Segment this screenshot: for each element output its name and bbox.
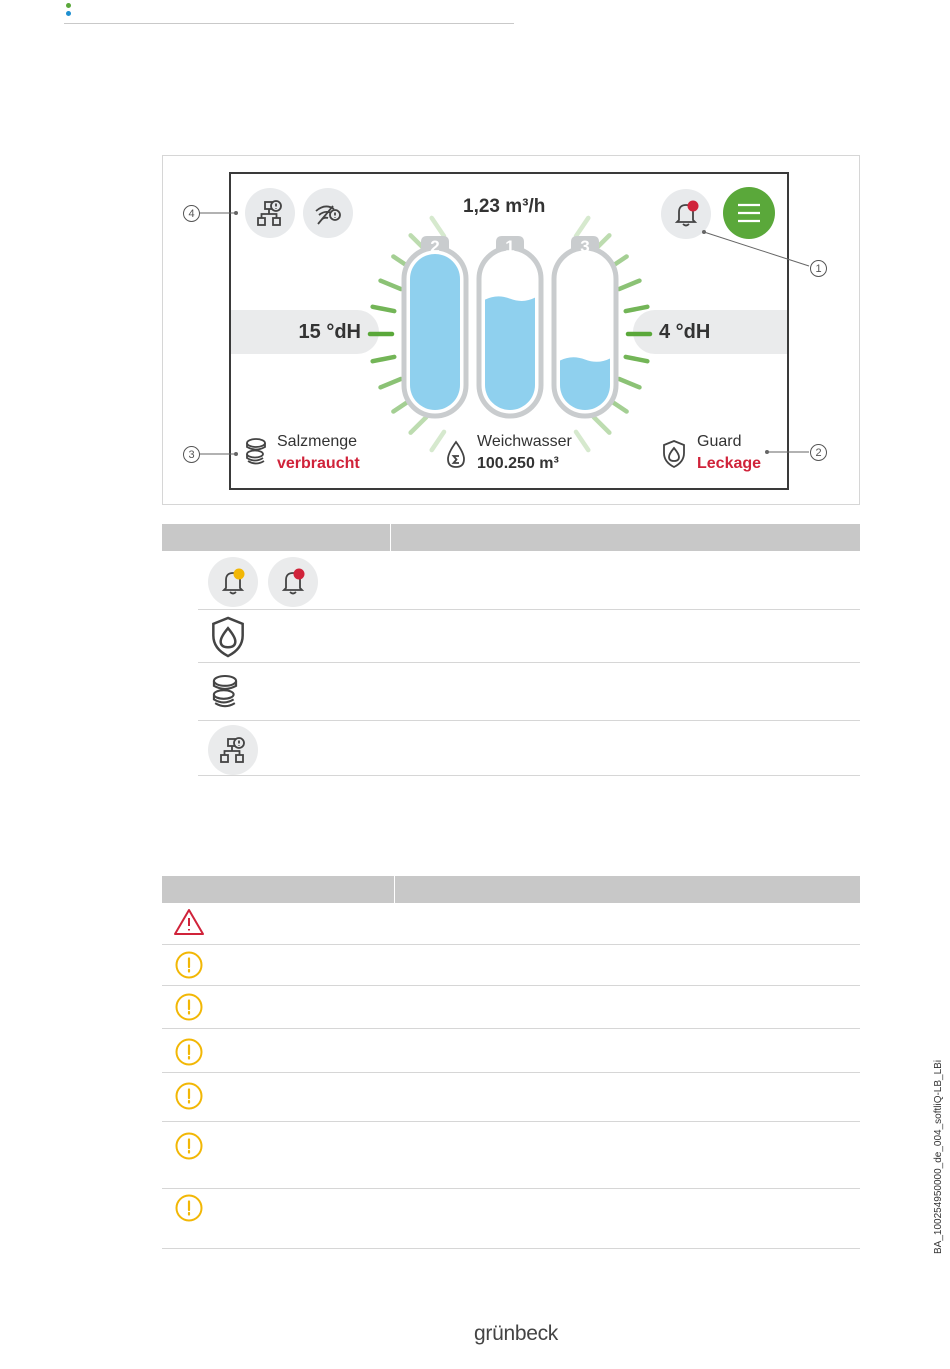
header-rule — [64, 23, 514, 24]
document-code: BA_100254950000_de_004_softliQ-LB_LBi — [933, 1059, 944, 1254]
icons-table-row-divider — [198, 609, 860, 610]
exclamation-circle-icon — [174, 992, 204, 1022]
exchanger-column-3 — [554, 236, 616, 416]
bell-icon — [217, 566, 249, 598]
gauge-dash — [432, 432, 444, 450]
icons-table-bell-alarm — [268, 557, 318, 607]
messages-table-row-divider — [162, 1028, 860, 1029]
column-water-level — [485, 296, 535, 416]
gauge-dash — [619, 379, 639, 387]
logo-dot-blue — [66, 11, 71, 16]
column-label: 3 — [580, 237, 590, 256]
column-label: 1 — [505, 237, 515, 256]
icons-table-row-divider — [198, 775, 860, 776]
messages-table-row-divider — [162, 944, 860, 945]
gauge-dash — [576, 218, 588, 236]
gauge-dash — [411, 417, 427, 433]
exclamation-circle-icon — [174, 1193, 204, 1223]
salt-icon — [243, 437, 269, 467]
callout-1: 1 — [810, 260, 827, 277]
callout-2: 2 — [810, 444, 827, 461]
messages-table-row-divider — [162, 1072, 860, 1073]
icons-table-network — [208, 725, 258, 775]
exclamation-circle-icon — [174, 1131, 204, 1161]
column-label: 2 — [430, 237, 440, 256]
flow-rate: 1,23 m³/h — [463, 196, 546, 217]
salt-status: verbraucht — [277, 455, 360, 472]
exchanger-column-1 — [479, 236, 541, 416]
water-drop-sum-icon — [444, 440, 468, 470]
shield-drop-icon — [208, 615, 248, 659]
messages-table-row-divider — [162, 1121, 860, 1122]
soft-water-hardness-value: 4 °dH — [659, 320, 711, 343]
soft-water-value: 100.250 m³ — [477, 455, 559, 472]
raw-water-hardness-value: 15 °dH — [298, 320, 361, 343]
warning-triangle-icon — [173, 908, 205, 936]
callout-4: 4 — [183, 205, 200, 222]
gauge-dash — [594, 417, 610, 433]
gauge-dash — [432, 218, 444, 236]
gauge-dash — [626, 357, 648, 361]
icons-table-row-divider — [198, 720, 860, 721]
column-water-level — [410, 254, 460, 416]
callout-3: 3 — [183, 446, 200, 463]
messages-table-row-divider — [162, 985, 860, 986]
exclamation-circle-icon — [174, 950, 204, 980]
shield-drop-icon — [661, 439, 687, 469]
gauge-dash — [626, 307, 648, 311]
exclamation-circle-icon — [174, 1037, 204, 1067]
gauge-dash — [381, 379, 401, 387]
brand-logo: grünbeck — [474, 1322, 558, 1345]
exchanger-column-2 — [404, 236, 466, 416]
icons-table-bell-warning — [208, 557, 258, 607]
soft-water-label: Weichwasser — [477, 433, 572, 450]
gauge-dash — [619, 281, 639, 289]
messages-table-row-divider — [162, 1248, 860, 1249]
gauge-dash — [373, 307, 395, 311]
guard-status: Leckage — [697, 455, 762, 472]
messages-table-header — [162, 876, 860, 903]
gauge-dash — [576, 432, 588, 450]
device-screen — [229, 172, 789, 490]
icons-table-header — [162, 524, 860, 551]
guard-label: Guard — [697, 433, 742, 450]
salt-icon — [209, 671, 241, 713]
gauge-dash — [381, 281, 401, 289]
icons-table-row-divider — [198, 662, 860, 663]
exclamation-circle-icon — [174, 1081, 204, 1111]
bell-icon — [277, 566, 309, 598]
network-icon — [218, 735, 248, 765]
salt-label: Salzmenge — [277, 433, 358, 450]
gauge-dash — [373, 357, 395, 361]
messages-table-row-divider — [162, 1188, 860, 1189]
logo-dot-green — [66, 3, 71, 8]
